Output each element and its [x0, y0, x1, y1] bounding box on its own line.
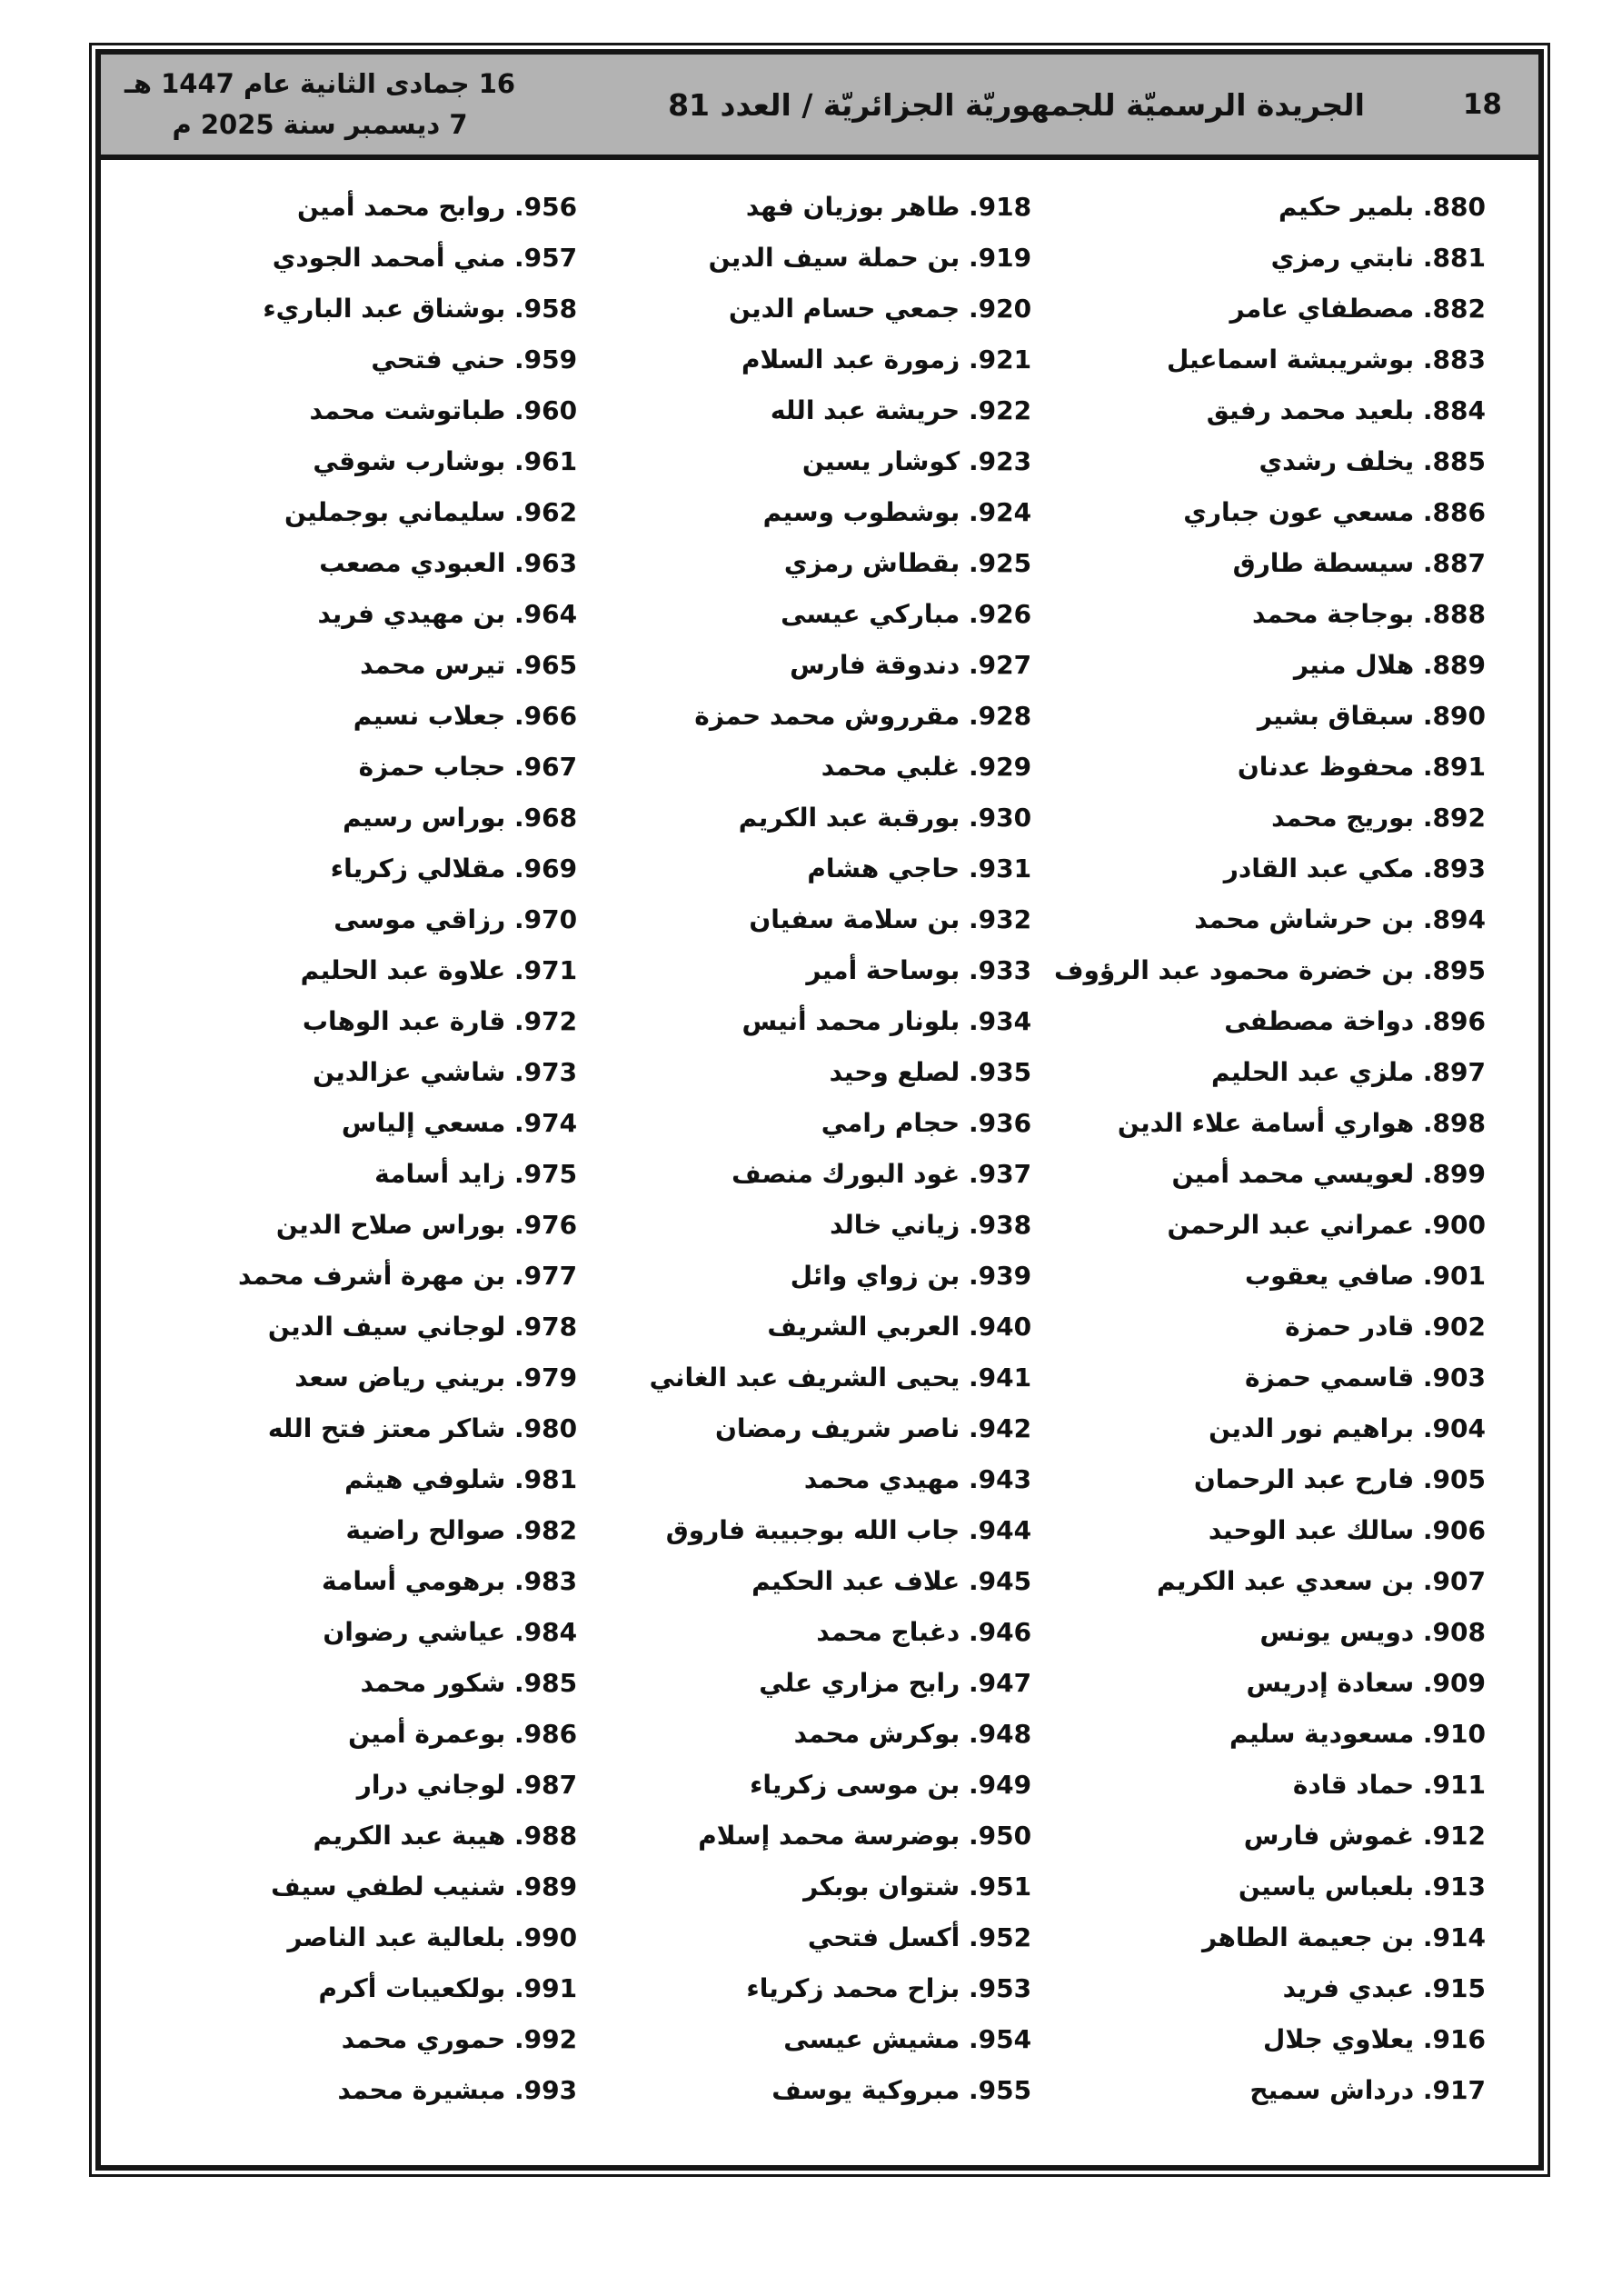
list-entry: 978. لوجاني سيف الدين	[267, 1312, 578, 1342]
list-entry: 910. مسعودية سليم	[1229, 1719, 1486, 1749]
list-entry: 977. بن مهرة أشرف محمد	[238, 1261, 578, 1291]
list-entry: 920. جمعي حسام الدين	[728, 294, 1032, 324]
list-entry: 909. سعادة إدريس	[1246, 1668, 1486, 1698]
list-entry: 926. مباركي عيسى	[781, 599, 1032, 629]
list-entry: 958. بوشناق عبد الباريء	[263, 294, 578, 324]
journal-title: الجريدة الرسميّة للجمهوريّة الجزائريّة / العدد 81	[668, 86, 1365, 123]
list-entry: 907. بن سعدي عبد الكريم	[1157, 1566, 1486, 1596]
list-entry: 891. محفوظ عدنان	[1237, 752, 1486, 782]
list-entry: 905. فارح عبد الرحمان	[1193, 1464, 1486, 1494]
list-entry: 883. بوشريبشة اسماعيل	[1167, 344, 1486, 374]
list-entry: 973. شاشي عزالدين	[313, 1057, 578, 1087]
list-entry: 930. بورقبة عبد الكريم	[738, 803, 1032, 833]
list-entry: 983. برهومي أسامة	[322, 1566, 578, 1596]
list-entry: 882. مصطفاي عامر	[1229, 294, 1486, 324]
list-entry: 890. سبقاق بشير	[1257, 701, 1486, 731]
date-gregorian: 7 ديسمبر سنة 2025 م	[172, 109, 468, 140]
list-entry: 894. بن حرشاش محمد	[1194, 904, 1486, 934]
page-border-inner	[95, 49, 1544, 2171]
name-column	[1031, 182, 1486, 2165]
list-entry: 884. بلعيد محمد رفيق	[1206, 395, 1486, 425]
list-entry: 953. بزاح محمد زكرياء	[746, 1973, 1032, 2003]
list-entry: 943. مهيدي محمد	[803, 1464, 1032, 1494]
list-entry: 942. ناصر شريف رمضان	[714, 1413, 1032, 1443]
list-entry: 979. بريني رياض سعد	[294, 1363, 578, 1393]
list-entry: 989. شنيب لطفي سيف	[271, 1872, 578, 1902]
list-entry: 881. نابتي رمزي	[1270, 243, 1486, 273]
list-entry: 951. شتوان بوبكر	[803, 1872, 1032, 1902]
list-entry: 960. طباتوشت محمد	[309, 395, 578, 425]
list-entry: 928. مقرروش محمد حمزة	[694, 701, 1032, 731]
list-entry: 993. مبشيرة محمد	[337, 2075, 578, 2105]
list-entry: 972. قارة عبد الوهاب	[302, 1006, 578, 1036]
list-entry: 937. غود البورك منصف	[731, 1159, 1032, 1189]
list-entry: 931. حاجي هشام	[807, 854, 1032, 883]
page-number: 18	[1462, 88, 1502, 121]
list-entry: 917. درداش سميح	[1249, 2075, 1486, 2105]
list-entry: 913. بلعباس ياسين	[1238, 1872, 1486, 1902]
list-entry: 935. لصلع وحيد	[829, 1057, 1032, 1087]
list-entry: 932. بن سلامة سفيان	[749, 904, 1032, 934]
list-entry: 914. بن جعيمة الطاهر	[1202, 1922, 1486, 1952]
list-entry: 959. حني فتحي	[371, 344, 578, 374]
list-entry: 980. شاكر معتز فتح الله	[267, 1413, 578, 1443]
list-entry: 948. بوكرش محمد	[793, 1719, 1032, 1749]
list-entry: 896. دواخة مصطفى	[1224, 1006, 1486, 1036]
list-entry: 966. جعلاب نسيم	[353, 701, 578, 731]
list-entry: 898. هواري أسامة علاء الدين	[1117, 1108, 1486, 1138]
list-entry: 924. بوشطوب وسيم	[762, 497, 1032, 527]
list-entry: 969. مقلالي زكرياء	[330, 854, 578, 883]
page-border-outer	[89, 43, 1550, 2177]
list-entry: 946. دغباج محمد	[816, 1617, 1032, 1647]
list-entry: 927. دندوقة فارس	[790, 650, 1032, 680]
page-header	[101, 55, 1538, 160]
list-entry: 947. رابح مزاري علي	[759, 1668, 1032, 1698]
list-entry: 985. شكور محمد	[360, 1668, 578, 1698]
list-entry: 992. حموري محمد	[341, 2024, 578, 2054]
list-entry: 906. سالك عبد الوحيد	[1208, 1515, 1486, 1545]
list-entry: 964. بن مهيدي فريد	[317, 599, 578, 629]
list-entry: 886. مسعي عون جباري	[1183, 497, 1486, 527]
list-entry: 991. بولكعيبات أكرم	[318, 1973, 578, 2003]
list-entry: 895. بن خضرة محمود عبد الرؤوف	[1053, 955, 1486, 985]
list-entry: 916. يعلاوي جلال	[1263, 2024, 1486, 2054]
list-entry: 981. شلوفي هيثم	[344, 1464, 578, 1494]
list-entry: 986. بوعمرة أمين	[348, 1719, 578, 1749]
list-entry: 987. لوجاني درار	[356, 1770, 578, 1800]
list-entry: 968. بوراس رسيم	[343, 803, 578, 833]
list-entry: 888. بوجاجة محمد	[1252, 599, 1486, 629]
list-entry: 945. علاف عبد الحكيم	[751, 1566, 1032, 1596]
list-entry: 911. حماد قادة	[1292, 1770, 1486, 1800]
list-entry: 887. سيسطة طارق	[1232, 548, 1486, 578]
list-entry: 944. جاب الله بوجبيبة فاروق	[665, 1515, 1032, 1545]
list-entry: 974. مسعي إلياس	[341, 1108, 578, 1138]
list-entry: 903. قاسمي حمزة	[1245, 1363, 1486, 1393]
list-entry: 933. بوساحة أمير	[806, 955, 1032, 985]
list-entry: 902. قادر حمزة	[1285, 1312, 1486, 1342]
list-entry: 929. غلبي محمد	[821, 752, 1032, 782]
list-entry: 962. سليماني بوجملين	[284, 497, 578, 527]
list-entry: 897. ملزي عبد الحليم	[1210, 1057, 1486, 1087]
list-entry: 957. مني أمحمد الجودي	[272, 243, 578, 273]
list-entry: 923. كوشار يسين	[801, 446, 1032, 476]
list-entry: 949. بن موسى زكرياء	[750, 1770, 1032, 1800]
list-entry: 919. بن حملة سيف الدين	[708, 243, 1032, 273]
name-column	[577, 182, 1031, 2165]
list-entry: 921. زمورة عبد السلام	[741, 344, 1032, 374]
list-entry: 955. مبروكية يوسف	[771, 2075, 1032, 2105]
list-entry: 918. طاهر بوزيان فهد	[745, 192, 1032, 222]
list-entry: 922. حريشة عبد الله	[770, 395, 1032, 425]
list-entry: 963. العبودي مصعب	[319, 548, 578, 578]
list-entry: 967. حجاب حمزة	[358, 752, 578, 782]
list-entry: 904. براهيم نور الدين	[1209, 1413, 1486, 1443]
list-entry: 950. بوضرسة محمد إسلام	[698, 1821, 1032, 1851]
list-entry: 938. زياني خالد	[830, 1210, 1032, 1240]
list-entry: 939. بن زواي وائل	[790, 1261, 1032, 1291]
list-entry: 965. تيرس محمد	[360, 650, 578, 680]
list-entry: 901. صافي يعقوب	[1245, 1261, 1486, 1291]
list-entry: 885. يخلف رشدي	[1259, 446, 1486, 476]
list-entry: 880. بلمير حكيم	[1279, 192, 1486, 222]
list-entry: 892. بوريج محمد	[1271, 803, 1486, 833]
list-entry: 971. علاوة عبد الحليم	[300, 955, 578, 985]
list-entry: 934. بلونار محمد أنيس	[741, 1006, 1032, 1036]
list-entry: 912. غموش فارس	[1243, 1821, 1486, 1851]
list-entry: 988. هيبة عبد الكريم	[313, 1821, 578, 1851]
list-entry: 954. مشيش عيسى	[783, 2024, 1032, 2054]
list-entry: 900. عمراني عبد الرحمن	[1167, 1210, 1486, 1240]
list-entry: 915. عبدي فريد	[1282, 1973, 1486, 2003]
list-entry: 908. دويس يونس	[1259, 1617, 1486, 1647]
list-entry: 940. العربي الشريف	[767, 1312, 1032, 1342]
list-entry: 990. بلعالية عبد الناصر	[287, 1922, 578, 1952]
list-entry: 982. صوالح راضية	[345, 1515, 578, 1545]
list-entry: 961. بوشارب شوقي	[313, 446, 578, 476]
list-entry: 925. بقطاش رمزي	[783, 548, 1032, 578]
list-entry: 970. رزاقي موسى	[333, 904, 578, 934]
list-entry: 936. حجام رامي	[821, 1108, 1032, 1138]
name-list-columns	[101, 160, 1538, 2165]
list-entry: 893. مكي عبد القادر	[1223, 854, 1486, 883]
list-entry: 956. روابح محمد أمين	[296, 192, 578, 222]
header-dates	[124, 64, 515, 145]
list-entry: 889. هلال منير	[1293, 650, 1486, 680]
list-entry: 952. أكسل فتحي	[807, 1922, 1032, 1952]
name-column	[123, 182, 577, 2165]
list-entry: 941. يحيى الشريف عبد الغاني	[649, 1363, 1032, 1393]
list-entry: 975. زايد أسامة	[374, 1159, 578, 1189]
list-entry: 899. لعويسي محمد أمين	[1171, 1159, 1486, 1189]
list-entry: 976. بوراس صلاح الدين	[275, 1210, 578, 1240]
date-hijri: 16 جمادى الثانية عام 1447 هـ	[124, 68, 516, 100]
list-entry: 984. عياشي رضوان	[323, 1617, 578, 1647]
